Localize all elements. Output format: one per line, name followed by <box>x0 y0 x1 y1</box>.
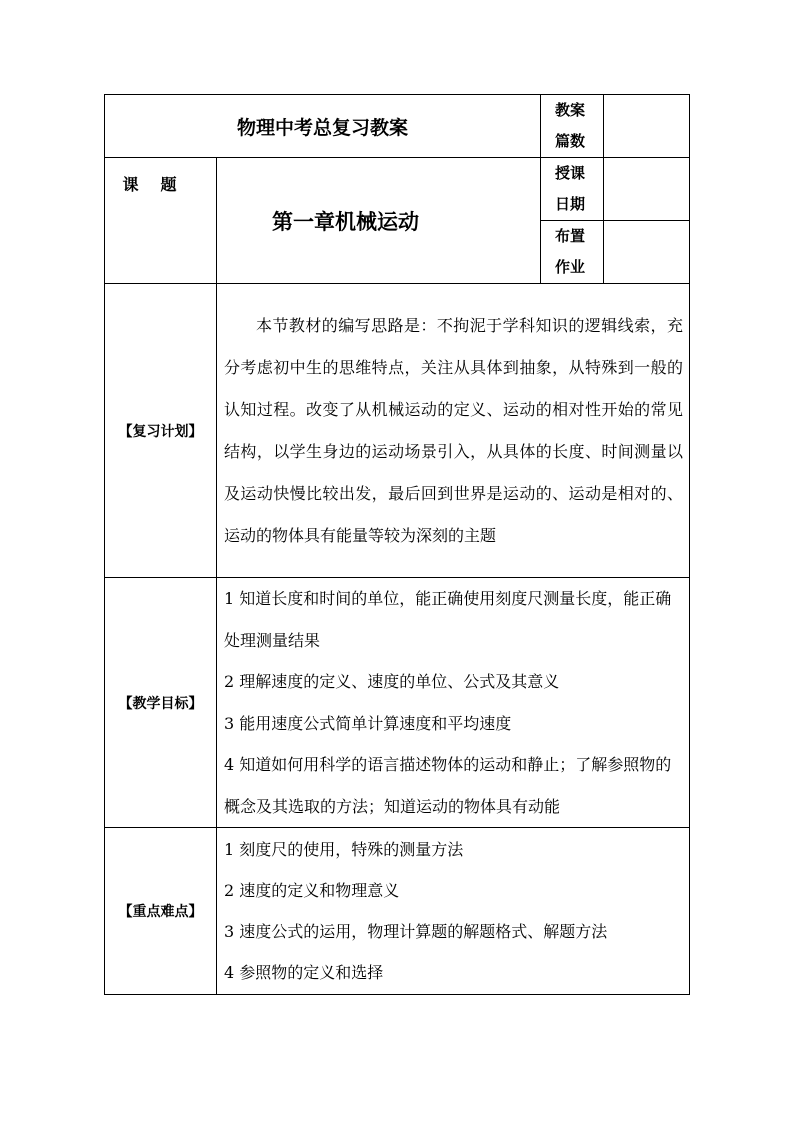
lesson-count-label <box>541 95 604 158</box>
homework-label <box>541 221 604 284</box>
list-item: 2 速度的定义和物理意义 <box>224 881 400 900</box>
lesson-count-label-line2: 篇数 <box>555 132 586 150</box>
list-item: 1 知道长度和时间的单位，能正确使用刻度尺测量长度，能正确处理测量结果 <box>224 589 672 650</box>
key-points-list <box>217 828 690 995</box>
list-item: 3 速度公式的运用，物理计算题的解题格式、解题方法 <box>224 922 608 941</box>
teaching-date-label-line2: 日期 <box>555 195 586 213</box>
list-item: 4 知道如何用科学的语言描述物体的运动和静止；了解参照物的概念及其选取的方法；知道运动的物体具有动能 <box>224 755 672 816</box>
subject-row <box>105 158 690 221</box>
key-points-row <box>105 828 690 995</box>
teaching-goals-list <box>217 578 690 828</box>
list-item: 3 能用速度公式简单计算速度和平均速度 <box>224 713 512 733</box>
header-row <box>105 95 690 158</box>
list-item: 4 参照物的定义和选择 <box>224 963 384 982</box>
teaching-date-label-line1: 授课 <box>555 164 586 182</box>
review-plan-text: 本节教材的编写思路是：不拘泥于学科知识的逻辑线索，充分考虑初中生的思维特点，关注从具体到抽象，从特殊到一般的认知过程。改变了从机械运动的定义、运动的相对性开始的常见结构，以学生身边的运动场景引入，从具体的长度、时间测量以及运动快慢比较出发，最后回到世界是运动的、运动是相对的、运动的物体具有能量等较为深刻的主题 <box>217 284 690 578</box>
homework-value <box>604 221 690 284</box>
teaching-date-label <box>541 158 604 221</box>
homework-label-line2: 作业 <box>555 258 586 276</box>
teaching-goals-row <box>105 578 690 828</box>
lesson-count-label-line1: 教案 <box>555 101 586 119</box>
list-item: 1 刻度尺的使用，特殊的测量方法 <box>224 840 464 859</box>
subject-title: 第一章机械运动 <box>217 158 541 284</box>
review-plan-row <box>105 284 690 578</box>
lesson-plan-table <box>104 94 690 995</box>
review-plan-label: 【复习计划】 <box>105 284 217 578</box>
document-title: 物理中考总复习教案 <box>105 95 541 158</box>
list-item: 2 理解速度的定义、速度的单位、公式及其意义 <box>224 672 560 691</box>
subject-label: 课题 <box>105 158 217 284</box>
homework-label-line1: 布置 <box>555 227 586 245</box>
teaching-date-value <box>604 158 690 221</box>
teaching-goals-label: 【教学目标】 <box>105 578 217 828</box>
key-points-label: 【重点难点】 <box>105 828 217 995</box>
lesson-count-value <box>604 95 690 158</box>
